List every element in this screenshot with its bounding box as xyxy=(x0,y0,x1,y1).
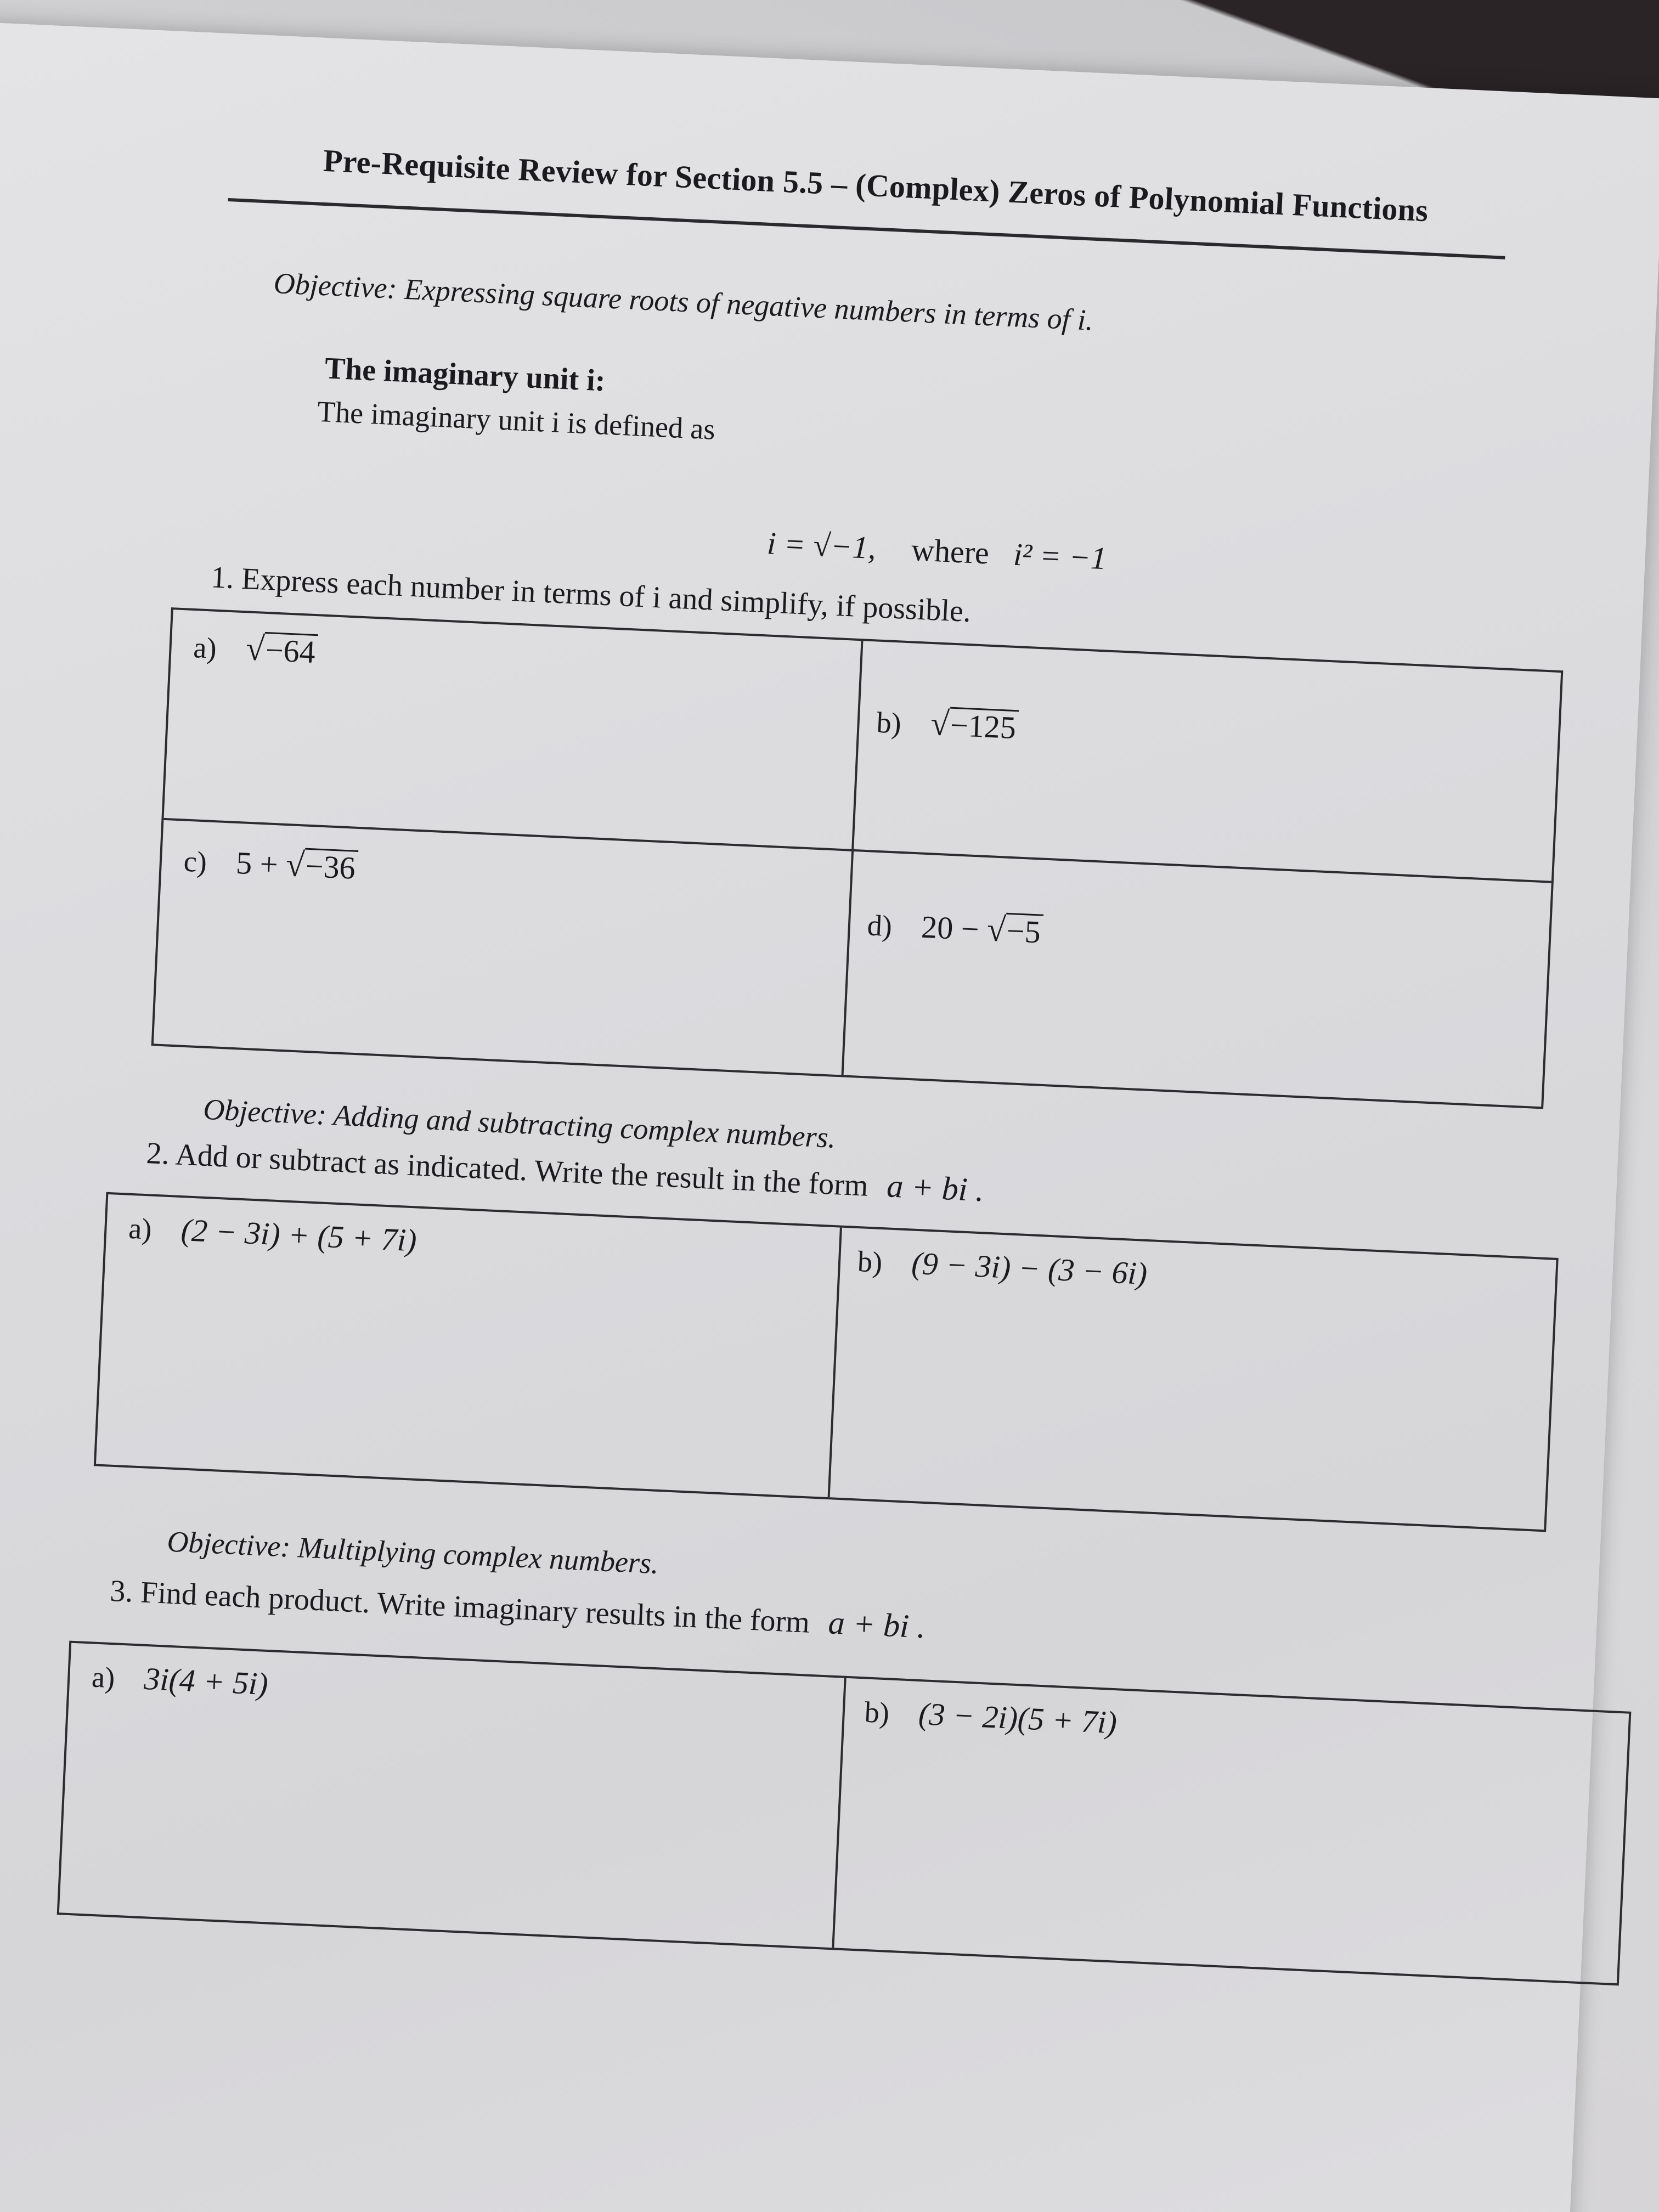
q1-item-a-label: a) xyxy=(193,631,217,665)
grid-2-vertical-divider xyxy=(828,1228,842,1498)
objective-1: Objective: Expressing square roots of negative numbers in terms of i. xyxy=(273,266,1094,337)
q1-item-a-expression xyxy=(245,631,319,670)
objective-2: Objective: Adding and subtracting complex numbers. xyxy=(202,1092,837,1154)
imaginary-unit-heading: The imaginary unit i: xyxy=(324,351,606,398)
question-3-form: a + bi . xyxy=(827,1604,927,1645)
question-2-grid xyxy=(94,1192,1559,1532)
q1-item-a-radicand: −64 xyxy=(264,632,319,669)
grid-1-vertical-divider xyxy=(842,641,864,1075)
q1-item-c xyxy=(183,841,358,888)
q2-item-b-label: b) xyxy=(856,1245,883,1279)
q1-item-c-prefix: 5 + xyxy=(235,844,287,883)
q1-item-d-radicand: −5 xyxy=(1005,913,1044,950)
q2-item-a-expression: (2 − 3i) + (5 + 7i) xyxy=(180,1212,417,1259)
worksheet-page xyxy=(0,22,1659,2212)
page-title: Pre-Requisite Review for Section 5.5 – (Complex) Zeros of Polynomial Functions xyxy=(322,142,1429,229)
q3-item-a xyxy=(91,1658,269,1703)
grid-1-horizontal-divider xyxy=(163,818,1551,883)
q1-item-b-expression xyxy=(930,706,1019,746)
question-2-prompt-text: 2. Add or subtract as indicated. Write the result in the form xyxy=(145,1136,869,1203)
where-expression: i² = −1 xyxy=(1012,536,1108,577)
question-3-grid xyxy=(57,1641,1632,1986)
q1-item-b xyxy=(876,702,1019,748)
q3-item-b-expression: (3 − 2i)(5 + 7i) xyxy=(917,1695,1118,1741)
q1-item-b-label: b) xyxy=(876,706,902,740)
imaginary-definition xyxy=(766,524,1108,577)
question-3-prompt xyxy=(109,1571,926,1646)
q1-item-d xyxy=(866,905,1043,951)
q2-item-b-expression: (9 − 3i) − (3 − 6i) xyxy=(911,1245,1148,1291)
objective-3: Objective: Multiplying complex numbers. xyxy=(166,1525,659,1581)
question-3-prompt-text: 3. Find each product. Write imaginary results in the form xyxy=(109,1573,811,1640)
q2-item-a xyxy=(128,1209,417,1259)
radical-sign-icon: √ xyxy=(986,911,1007,949)
q3-item-b-label: b) xyxy=(864,1695,890,1730)
q1-item-c-label: c) xyxy=(183,844,208,879)
q1-item-d-expression xyxy=(921,909,1043,950)
q1-item-d-prefix: 20 − xyxy=(920,909,988,948)
question-1-grid xyxy=(151,607,1564,1109)
worksheet-content xyxy=(0,22,1659,2212)
definition-expression: i = √−1, xyxy=(766,525,877,566)
q1-item-d-label: d) xyxy=(866,909,893,943)
q1-item-a xyxy=(193,627,318,672)
radical-sign-icon: √ xyxy=(929,705,950,743)
question-2-prompt xyxy=(145,1133,985,1209)
imaginary-unit-text: The imaginary unit i is defined as xyxy=(317,394,716,446)
q3-item-a-expression: 3i(4 + 5i) xyxy=(143,1660,269,1702)
q3-item-b xyxy=(864,1693,1118,1741)
grid-3-vertical-divider xyxy=(832,1678,846,1948)
where-label: where xyxy=(910,532,990,571)
q2-item-a-label: a) xyxy=(128,1211,153,1246)
q2-item-b xyxy=(857,1242,1148,1292)
radical-sign-icon: √ xyxy=(285,846,306,884)
q1-item-c-radicand: −36 xyxy=(304,848,359,885)
question-1-prompt: 1. Express each number in terms of i and simplify, if possible. xyxy=(210,560,972,629)
q1-item-b-radicand: −125 xyxy=(949,707,1019,746)
question-2-form: a + bi . xyxy=(886,1167,985,1209)
radical-sign-icon: √ xyxy=(245,630,266,668)
q1-item-c-expression xyxy=(235,845,358,886)
q3-item-a-label: a) xyxy=(91,1660,116,1695)
